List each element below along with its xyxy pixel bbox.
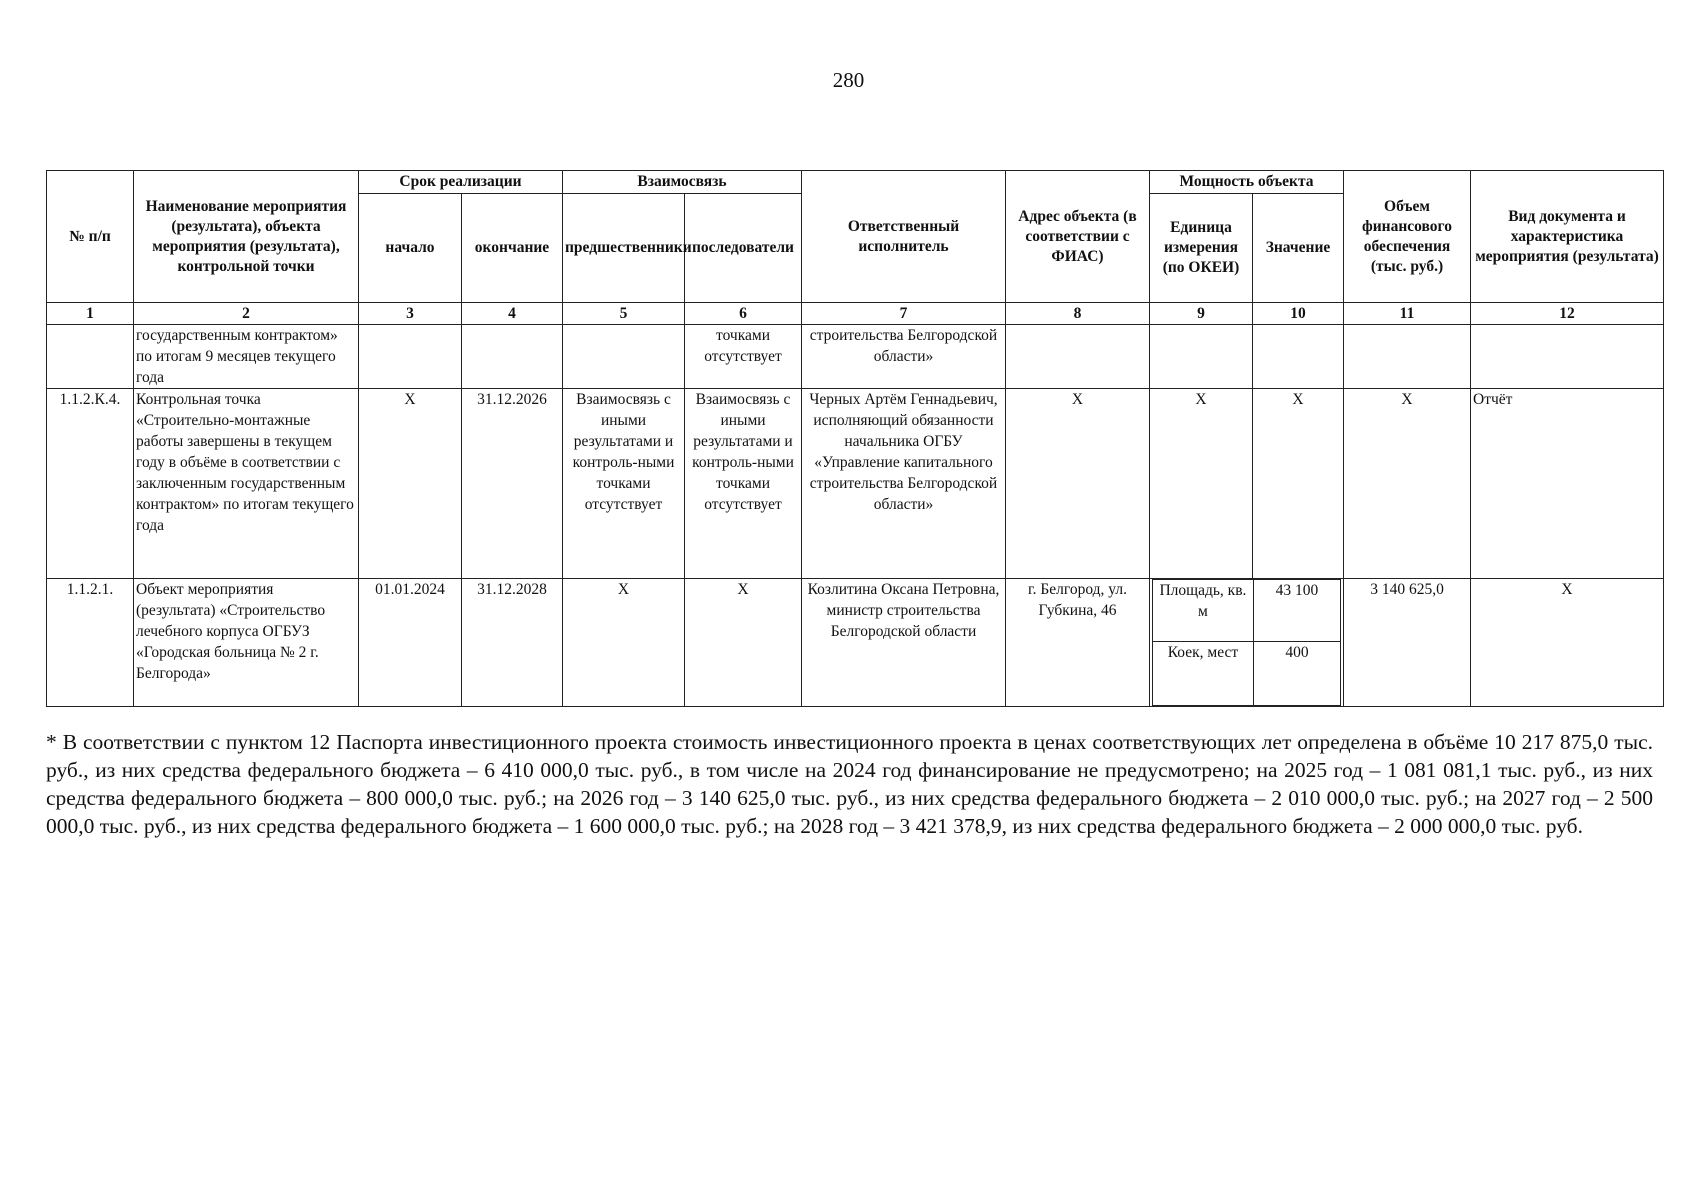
header-address: Адрес объекта (в соответствии с ФИАС) xyxy=(1006,171,1150,303)
row-responsible: Черных Артём Геннадьевич, исполняющий обязанности начальника ОГБУ «Управление капитального строительства Белгородской области» xyxy=(802,389,1006,579)
capacity-cell xyxy=(1150,579,1344,707)
column-number: 6 xyxy=(685,303,802,325)
row-prev: X xyxy=(563,579,685,707)
header-link: Взаимосвязь xyxy=(563,171,802,194)
header-value: Значение xyxy=(1253,194,1344,303)
row-value xyxy=(1253,325,1344,389)
column-number: 4 xyxy=(462,303,563,325)
capacity-value: 43 100 xyxy=(1253,580,1340,642)
row-num: 1.1.2.К.4. xyxy=(47,389,134,579)
row-name: Контрольная точка «Строительно-монтажные работы завершены в текущем году в объёме в соответствии с заключенным государственным контрактом» по итогам текущего года xyxy=(134,389,359,579)
column-number: 1 xyxy=(47,303,134,325)
row-name: государственным контрактом» по итогам 9 месяцев текущего года xyxy=(134,325,359,389)
row-doc: X xyxy=(1471,579,1664,707)
row-end xyxy=(462,325,563,389)
row-doc: Отчёт xyxy=(1471,389,1664,579)
header-period-start: начало xyxy=(359,194,462,303)
header-num: № п/п xyxy=(47,171,134,303)
row-start: 01.01.2024 xyxy=(359,579,462,707)
capacity-unit: Площадь, кв. м xyxy=(1153,580,1254,642)
measures-table xyxy=(46,170,1664,707)
column-number: 8 xyxy=(1006,303,1150,325)
row-prev xyxy=(563,325,685,389)
page-number: 280 xyxy=(832,68,865,92)
column-number: 12 xyxy=(1471,303,1664,325)
row-prev: Взаимосвязь с иными результатами и контроль-ными точками отсутствует xyxy=(563,389,685,579)
row-next: Взаимосвязь с иными результатами и контроль-ными точками отсутствует xyxy=(685,389,802,579)
row-end: 31.12.2028 xyxy=(462,579,563,707)
row-address: г. Белгород, ул. Губкина, 46 xyxy=(1006,579,1150,707)
table-row xyxy=(47,579,1664,707)
row-address: X xyxy=(1006,389,1150,579)
row-start: X xyxy=(359,389,462,579)
table-row xyxy=(47,325,1664,389)
row-value: X xyxy=(1253,389,1344,579)
row-finance xyxy=(1344,325,1471,389)
capacity-unit: Коек, мест xyxy=(1153,642,1254,706)
column-number: 2 xyxy=(134,303,359,325)
row-num: 1.1.2.1. xyxy=(47,579,134,707)
capacity-value: 400 xyxy=(1253,642,1340,706)
footnote: * В соответствии с пунктом 12 Паспорта инвестиционного проекта стоимость инвестиционного проекта в ценах соответствующих лет определена в объёме 10 217 875,0 тыс. руб., из них средства федерального бюджета – 6 410 000,0 тыс. руб., в том числе на 2024 год финансирование не предусмотрено; на 2025 год – 1 081 081,1 тыс. руб., из них средства федерального бюджета – 800 000,0 тыс. руб.; на 2026 год – 3 140 625,0 тыс. руб., из них средства федерального бюджета – 2 010 000,0 тыс. руб.; на 2027 год – 2 500 000,0 тыс. руб., из них средства федерального бюджета – 1 600 000,0 тыс. руб.; на 2028 год – 3 421 378,9, из них средства федерального бюджета – 2 000 000,0 тыс. руб. xyxy=(46,730,1653,838)
column-number: 3 xyxy=(359,303,462,325)
row-unit: X xyxy=(1150,389,1253,579)
column-numbers-row xyxy=(47,303,1664,325)
column-number: 11 xyxy=(1344,303,1471,325)
row-name: Объект мероприятия (результата) «Строительство лечебного корпуса ОГБУЗ «Городская больница № 2 г. Белгорода» xyxy=(134,579,359,707)
row-responsible: строительства Белгородской области» xyxy=(802,325,1006,389)
row-doc xyxy=(1471,325,1664,389)
row-unit xyxy=(1150,325,1253,389)
row-responsible: Козлитина Оксана Петровна, министр строительства Белгородской области xyxy=(802,579,1006,707)
row-num xyxy=(47,325,134,389)
row-next: X xyxy=(685,579,802,707)
row-finance: 3 140 625,0 xyxy=(1344,579,1471,707)
header-doc: Вид документа и характеристика мероприятия (результата) xyxy=(1471,171,1664,303)
row-finance: X xyxy=(1344,389,1471,579)
row-start xyxy=(359,325,462,389)
column-number: 10 xyxy=(1253,303,1344,325)
header-link-prev: предшественники xyxy=(563,194,685,303)
header-period-end: окончание xyxy=(462,194,563,303)
row-end: 31.12.2026 xyxy=(462,389,563,579)
header-responsible: Ответственный исполнитель xyxy=(802,171,1006,303)
table-row xyxy=(47,389,1664,579)
row-address xyxy=(1006,325,1150,389)
row-next: точками отсутствует xyxy=(685,325,802,389)
header-link-next: последователи xyxy=(685,194,802,303)
header-unit: Единица измерения (по ОКЕИ) xyxy=(1150,194,1253,303)
column-number: 5 xyxy=(563,303,685,325)
header-name: Наименование мероприятия (результата), объекта мероприятия (результата), контрольной точки xyxy=(134,171,359,303)
header-period: Срок реализации xyxy=(359,171,563,194)
capacity-subtable xyxy=(1152,579,1341,706)
header-capacity: Мощность объекта xyxy=(1150,171,1344,194)
column-number: 7 xyxy=(802,303,1006,325)
column-number: 9 xyxy=(1150,303,1253,325)
header-finance: Объем финансового обеспечения (тыс. руб.) xyxy=(1344,171,1471,303)
